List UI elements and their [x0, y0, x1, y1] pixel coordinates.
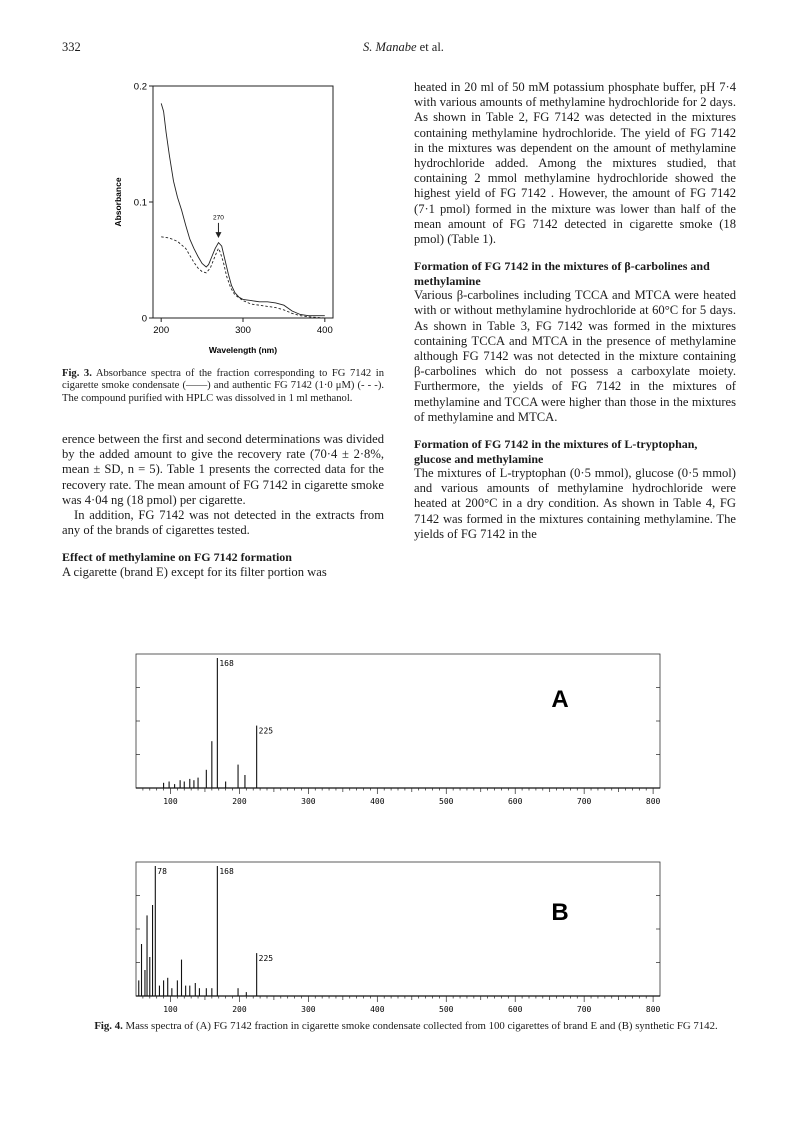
figure-3-absorbance-chart [105, 78, 345, 363]
figure-4-caption-text: Mass spectra of (A) FG 7142 fraction in cigarette smoke condensate collected from 100 cigarettes of brand E and (B) synthetic FG 7142. [122, 1020, 718, 1032]
peak-annotation-arrow-head [215, 232, 221, 238]
y-tick-label: 0.2 [133, 81, 147, 93]
x-tick-label: 500 [439, 1005, 454, 1014]
x-axis-label: Wavelength (nm) [208, 345, 278, 355]
x-tick-label: 700 [576, 797, 592, 806]
section-heading-tryptophan-glucose: Formation of FG 7142 in the mixtures of L-tryptophan, glucose and methylamine [414, 437, 698, 466]
x-tick-label: 800 [645, 1005, 661, 1014]
peak-label: 78 [157, 867, 167, 876]
right-paragraph-1: heated in 20 ml of 50 mM potassium phosphate buffer, pH 7·4 with various amounts of methylamine hydrochloride for 2 days. As shown in Table 2, FG 7142 was detected in the mixtures containing methylamine hydrochloride. The yield of FG 7142 in the mixtures was dependent on the amount of methylamine hydrochloride added. Among the mixtures studied, that containing 2 mmol methylamine hydrochloride showed the highest yield of FG 7142 . However, the amount of FG 7142 (7·1 pmol) formed in the mixture was lower than half of the mean amount of FG 7142 detected in cigarette smoke (18 pmol) (Table 1). [414, 80, 736, 247]
x-tick-label: 800 [645, 797, 661, 806]
spectrum-frame [136, 862, 660, 996]
left-column [62, 432, 384, 580]
section-heading-beta-carbolines: Formation of FG 7142 in the mixtures of β-carbolines and methylamine [414, 259, 710, 288]
panel-label: A [551, 686, 569, 713]
right-column [414, 80, 736, 542]
x-tick-label: 200 [232, 797, 247, 806]
x-tick-label: 400 [370, 797, 385, 806]
right-paragraph-2: Various β-carbolines including TCCA and MTCA were heated with or without methylamine hydrochloride at 60°C for 5 days. As shown in Table 3, FG 7142 was formed in the mixtures containing TCCA and MTCA in the presence of methylamine although FG 7142 was not detected in the mixture containing β-carbolines which do not possess a carboxylate moiety. Furthermore, the yields of FG 7142 in the mixtures of methylamine and TCCA were higher than those in the mixtures of methylamine and MTCA. [414, 288, 736, 424]
x-tick-label: 600 [507, 1005, 523, 1014]
running-title-author: S. Manabe [363, 40, 417, 54]
figure-3-caption [62, 368, 384, 405]
peak-label: 225 [258, 726, 274, 736]
x-tick-label: 500 [439, 797, 454, 806]
x-tick-label: 600 [507, 797, 523, 806]
panel-label: B [551, 899, 569, 926]
x-tick-label: 100 [163, 1005, 178, 1014]
x-tick-label: 400 [370, 1005, 385, 1014]
peak-label: 225 [258, 954, 274, 964]
x-tick-label: 200 [232, 1005, 247, 1014]
figure-4-caption [62, 1020, 750, 1033]
peak-annotation-label: 270 [213, 214, 224, 222]
y-axis-label: Absorbance [113, 177, 123, 227]
figure-3-caption-text: Absorbance spectra of the fraction corresponding to FG 7142 in cigarette smoke condensate (——) and authentic FG 7142 (1·0 μM) (- - -). The compound purified with HPLC was dissolved in 1 ml methanol. [62, 368, 384, 404]
y-tick-label: 0.1 [133, 197, 147, 209]
plot-frame [153, 86, 333, 318]
running-title [0, 40, 807, 55]
x-tick-label: 700 [576, 1005, 592, 1014]
x-tick-label: 200 [153, 325, 170, 336]
mass-spectrum-a [128, 652, 680, 812]
x-tick-label: 400 [316, 325, 333, 336]
peak-label: 168 [219, 659, 234, 668]
x-tick-label: 300 [301, 797, 316, 806]
left-paragraph-1: erence between the first and second determinations was divided by the added amount to give the recovery rate (70·4 ± 2·8%, mean ± SD, n = 5). Table 1 presents the corrected data for the recovery rate. The mean amount of FG 7142 in cigarette smoke was 4·04 ng (18 pmol) per cigarette. [62, 432, 384, 507]
mass-spectrum-b [128, 860, 680, 1020]
page-number: 332 [62, 40, 81, 54]
x-tick-label: 100 [163, 797, 178, 806]
x-tick-label: 300 [301, 1005, 316, 1014]
left-paragraph-3: A cigarette (brand E) except for its filter portion was [62, 564, 327, 579]
figure-3-caption-label: Fig. 3. [62, 368, 92, 379]
x-tick-label: 300 [235, 325, 251, 336]
series-line-dashed [161, 237, 325, 318]
figure-4-caption-label: Fig. 4. [94, 1020, 123, 1032]
peak-label: 168 [219, 867, 234, 876]
left-paragraph-2: In addition, FG 7142 was not detected in the extracts from any of the brands of cigarettes tested. [62, 508, 384, 538]
running-title-suffix: et al. [416, 40, 444, 54]
section-heading-methylamine-effect: Effect of methylamine on FG 7142 formation [62, 550, 292, 565]
right-paragraph-3: The mixtures of L-tryptophan (0·5 mmol), glucose (0·5 mmol) and various amounts of methylamine hydrochloride were heated at 200°C in a dry condition. As shown in Table 4, FG 7142 was formed in the mixtures containing methylamine. The yields of FG 7142 in the [414, 466, 736, 541]
y-tick-label: 0 [141, 313, 147, 325]
spectrum-frame [136, 654, 660, 788]
series-line-solid [161, 103, 325, 315]
